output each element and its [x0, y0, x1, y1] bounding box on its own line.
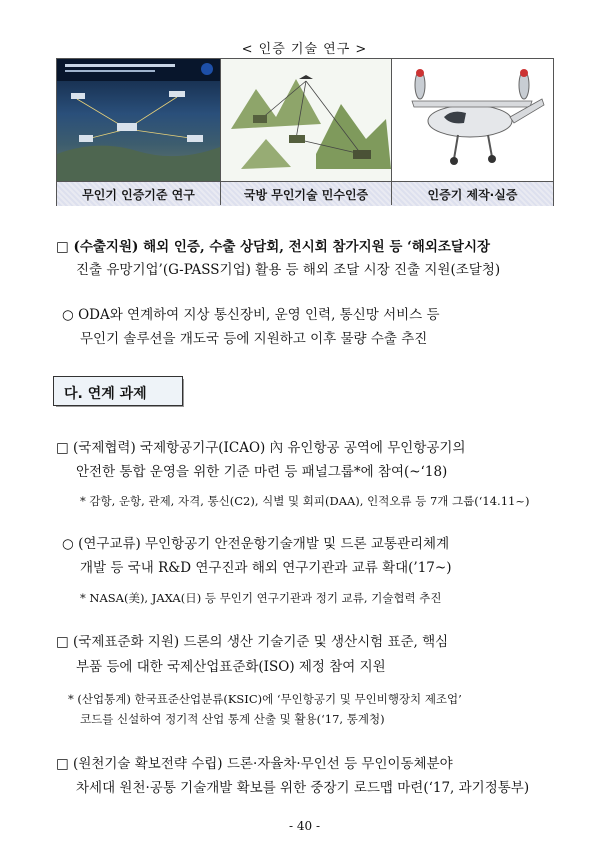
oda-line-1: ○ ODA와 연계하여 지상 통신장비, 운영 인력, 통신망 서비스 등	[62, 307, 440, 323]
page-number: - 40 -	[288, 819, 320, 833]
panel-divider	[220, 59, 221, 205]
research-exchange-line-2: 개발 등 국내 R&D 연구진과 해외 연구기관과 교류 확대(’17~)	[80, 560, 452, 576]
figure-title: < 인증 기술 연구 >	[241, 42, 368, 57]
intl-cooperation-note: * 감항, 운항, 관제, 자격, 통신(C2), 식별 및 회피(DAA), 인적오류 등 7개 그룹(‘14.11~)	[80, 494, 530, 508]
standardization-line-1: □ (국제표준화 지원) 드론의 생산 기술기준 및 생산시험 표준, 핵심	[56, 634, 449, 650]
source-tech-line-1: □ (원천기술 확보전략 수립) 드론·자율차·무인선 등 무인이동체분야	[56, 756, 453, 772]
intl-cooperation-line-1: □ (국제협력) 국제항공기구(ICAO) 內 유인항공 공역에 무인항공기의	[56, 440, 466, 456]
caption-military-tech-certification: 국방 무인기술 민수인증	[243, 188, 369, 202]
caption-aircraft-demo: 인증기 제작·실증	[427, 188, 518, 202]
research-exchange-note: * NASA(美), JAXA(日) 등 무인기 연구기관과 정기 교류, 기술협력 추진	[80, 591, 442, 605]
caption-certification-research: 무인기 인증기준 연구	[82, 188, 195, 202]
figure-caption-bar	[57, 181, 553, 206]
standardization-note-1: * (산업통계) 한국표준산업분류(KSIC)에 ‘무인항공기 및 무인비행장치 제조업’	[68, 692, 462, 706]
military-drone-image	[221, 59, 391, 181]
export-support-line-1: □ (수출지원) 해외 인증, 수출 상담회, 전시회 참가지원 등 ‘해외조달시장	[56, 239, 491, 255]
certification-research-image	[57, 59, 220, 181]
section-heading-text: 다. 연계 과제	[64, 386, 147, 402]
figure-panels	[56, 58, 554, 206]
export-support-line-2: 진출 유망기업’(G-PASS기업) 활용 등 해외 조달 시장 진출 지원(조달청)	[76, 262, 501, 278]
section-heading	[53, 376, 183, 406]
intl-cooperation-line-2: 안전한 통합 운영을 위한 기준 마련 등 패널그룹*에 참여(~‘18)	[76, 464, 448, 480]
research-exchange-line-1: ○ (연구교류) 무인항공기 안전운항기술개발 및 드론 교통관리체계	[62, 536, 450, 552]
panel-divider	[391, 59, 392, 205]
standardization-note-2: 코드를 신설하여 정기적 산업 통계 산출 및 활용(‘17, 통계청)	[80, 712, 385, 726]
certified-aircraft-image	[392, 59, 553, 181]
standardization-line-2: 부품 등에 대한 국제산업표준화(ISO) 제정 참여 지원	[76, 659, 386, 675]
oda-line-2: 무인기 솔루션을 개도국 등에 지원하고 이후 물량 수출 추진	[80, 331, 428, 347]
source-tech-line-2: 차세대 원천·공통 기술개발 확보를 위한 중장기 로드맵 마련(‘17, 과기정통부)	[76, 780, 530, 796]
